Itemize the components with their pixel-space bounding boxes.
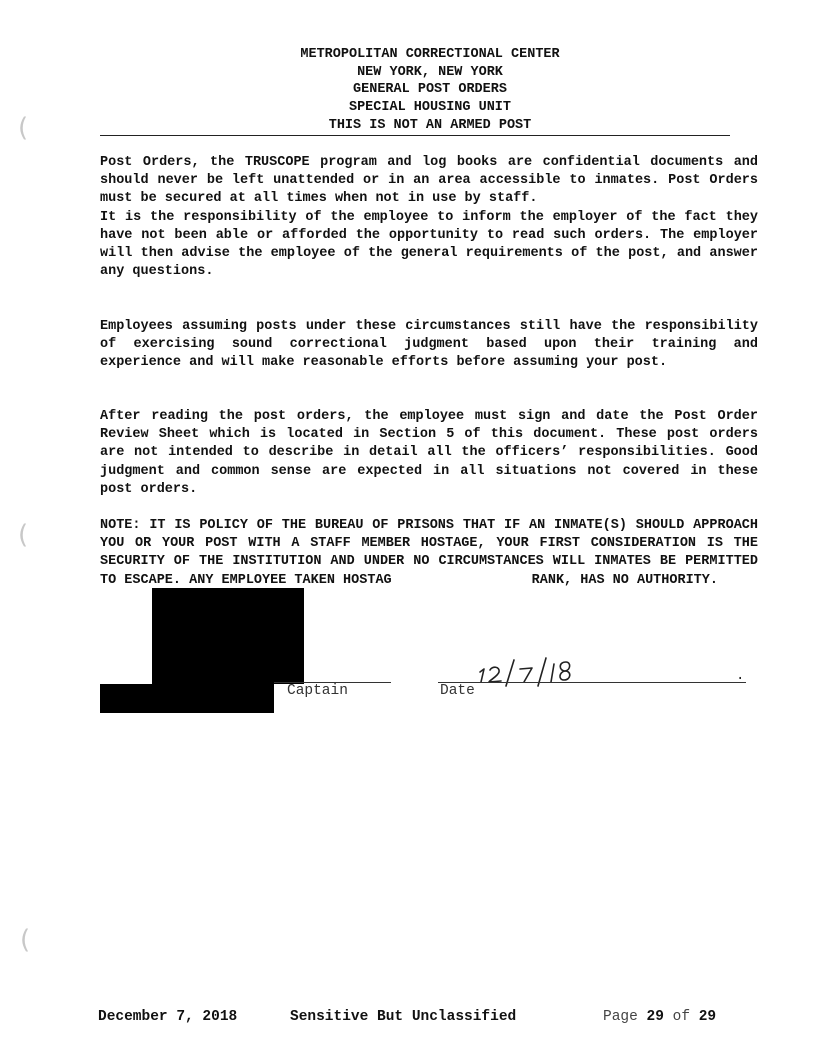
body-block-confidentiality [100,154,758,281]
trailing-mark: . [736,668,745,684]
header-document-type: GENERAL POST ORDERS [353,82,507,98]
paragraph-review-sheet: After reading the post orders, the employee must sign and date the Post Order Review Sheet which is located in Section 5 of this document. These post orders are not intended to describe in detail all the officers’ responsibilities. Good judgment and common sense are expected in all situations not covered in these post orders. [100,409,758,497]
header-unit: SPECIAL HOUSING UNIT [348,100,512,116]
header-institution: METROPOLITAN CORRECTIONAL CENTER [300,47,560,62]
body-block-assuming-posts [100,318,758,373]
header-post-status: THIS IS NOT AN ARMED POST [328,117,532,133]
document-header [100,46,760,135]
date-signature-line [438,682,746,683]
body-block-review-sheet [100,408,758,499]
header-divider [100,135,730,136]
scan-hole-mark: ( [20,925,31,955]
page-current: 29 [646,1009,664,1025]
footer-classification: Sensitive But Unclassified [290,1009,517,1025]
footer-date: December 7, 2018 [98,1009,238,1025]
body-block-hostage-note [100,517,758,590]
paragraph-hostage-note [100,517,758,590]
header-location: NEW YORK, NEW YORK [357,64,503,80]
scan-hole-mark: ( [18,520,29,550]
page-of: of [672,1009,691,1025]
redaction-block [100,684,274,713]
note-text-lead: NOTE: IT IS POLICY OF THE BUREAU OF PRISONS THAT IF AN INMATE(S) SHOULD APPROACH YOU OR YOUR POST WITH A STAFF MEMBER HOSTAGE, YOUR FIRST CONSIDERATION IS THE SECURITY OF THE INSTITUTION AND UNDER NO CIRCUMSTANCES WILL INMATES BE PERMITTED TO ESCAPE. ANY EMPLOYEE TAKEN HOSTAG [100,518,758,588]
page-word: Page [603,1009,638,1025]
page-total: 29 [698,1009,717,1025]
footer-page-number [603,1009,716,1025]
redaction-block [152,588,304,684]
scan-hole-mark: ( [18,113,29,143]
captain-label: Captain [287,683,348,699]
paragraph-responsibility: It is the responsibility of the employee to inform the employer of the fact they have not been able or afforded the opportunity to read such orders. The employer will then advise the employee of the general requirements of the post, and answer any questions. [100,209,758,280]
date-label: Date [440,683,475,699]
paragraph-confidentiality: Post Orders, the TRUSCOPE program and log books are confidential documents and should never be left unattended or in an area accessible to inmates. Post Orders must be secured at all times when not in use by staff. [100,155,758,207]
paragraph-assuming-posts: Employees assuming posts under these circumstances still have the responsibility of exercising sound correctional judgment based upon their training and experience and will make reasonable efforts before assuming your post. [100,319,758,371]
note-text-tail: RANK, HAS NO AUTHORITY. [531,572,718,588]
